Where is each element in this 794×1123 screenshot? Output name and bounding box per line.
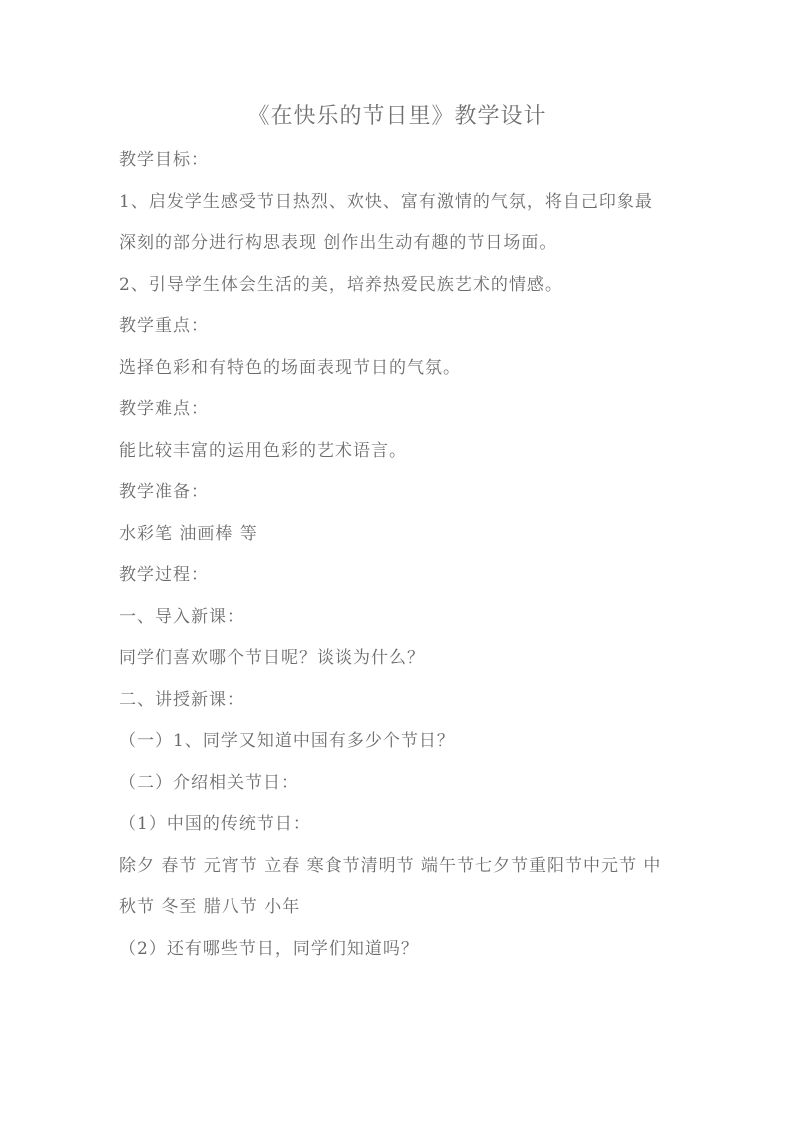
text-line: 同学们喜欢哪个节日呢？谈谈为什么？: [119, 648, 425, 668]
text-line: 秋节 冬至 腊八节 小年: [119, 897, 301, 917]
text-line: 水彩笔 油画棒 等: [119, 523, 258, 544]
text-line: 二、讲授新课：: [119, 689, 245, 710]
text-line: 选择色彩和有特色的场面表现节日的气氛。: [119, 357, 461, 378]
text-line: 除夕 春节 元宵节 立春 寒食节清明节 端午节七夕节重阳节中元节 中: [119, 855, 662, 876]
text-line: （二）介绍相关节日：: [119, 772, 299, 793]
text-line: 教学过程：: [119, 565, 209, 585]
document-body: [119, 146, 679, 976]
text-line: （1）中国的传统节日：: [119, 814, 311, 834]
text-line: 教学准备：: [119, 482, 209, 502]
document-title: 《在快乐的节日里》教学设计: [247, 104, 547, 129]
text-line: 教学难点：: [119, 399, 209, 419]
text-line: 一、导入新课：: [119, 606, 245, 627]
text-line: 2、引导学生体会生活的美，培养热爱民族艺术的情感。: [119, 274, 563, 295]
text-line: （一）1、同学又知道中国有多少个节日？: [119, 731, 455, 751]
text-line: 教学重点：: [119, 316, 209, 336]
text-line: 1、启发学生感受节日热烈、欢快、富有激情的气氛，将自己印象最: [119, 191, 653, 212]
text-line: 教学目标：: [119, 150, 209, 170]
text-line: 能比较丰富的运用色彩的艺术语言。: [119, 440, 407, 461]
text-line: （2）还有哪些节日，同学们知道吗？: [119, 938, 419, 959]
text-line: 深刻的部分进行构思表现 创作出生动有趣的节日场面。: [119, 233, 558, 253]
